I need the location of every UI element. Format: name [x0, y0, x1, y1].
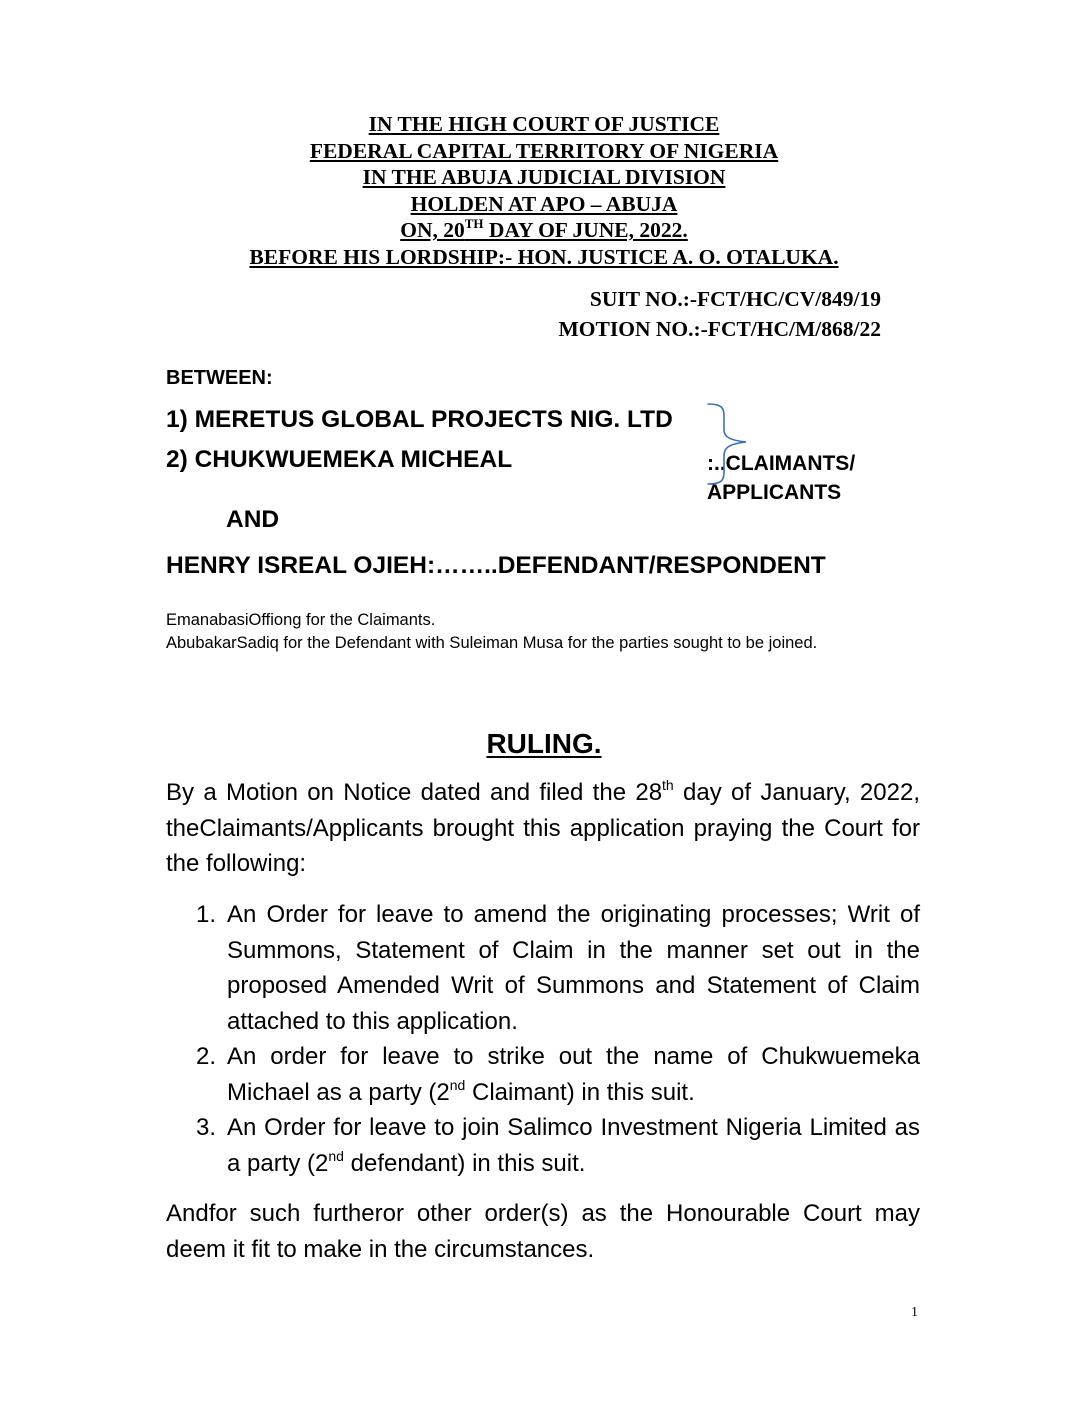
list-item	[166, 1110, 920, 1181]
list-item-text	[227, 1043, 920, 1106]
list-item-text	[227, 1114, 920, 1177]
list-item-text-post: defendant) in this suit.	[343, 1149, 586, 1177]
suit-number: SUIT NO.:-FCT/HC/CV/849/19	[589, 287, 881, 311]
presiding-judge: BEFORE HIS LORDSHIP:- HON. JUSTICE A. O. OTALUKA.	[249, 244, 839, 269]
defendant: HENRY ISREAL OJIEH:……..DEFENDANT/RESPONDENT	[166, 552, 826, 579]
list-item-text-pre: An Order for leave to join Salimco Investment Nigeria Limited as a party (2	[227, 1114, 920, 1177]
ruling-date-suffix: TH	[464, 216, 484, 231]
closing-paragraph: Andfor such furtheror other order(s) as the Honourable Court may deem it fit to make in the circumstances.	[166, 1200, 920, 1263]
curly-bracket-icon	[700, 400, 760, 500]
and-label: AND	[226, 506, 280, 533]
intro-pre: By a Motion on Notice dated and filed the 28	[166, 779, 663, 806]
judicial-division: IN THE ABUJA JUDICIAL DIVISION	[362, 165, 726, 189]
list-item-number: 1.	[196, 901, 217, 928]
list-item	[166, 1039, 920, 1110]
counsel-appearances	[166, 609, 920, 655]
ruling-intro	[166, 775, 920, 882]
between-label: BETWEEN:	[166, 367, 273, 389]
list-item-suffix: nd	[449, 1076, 466, 1093]
territory: FEDERAL CAPITAL TERRITORY OF NIGERIA	[309, 138, 779, 163]
suit-numbers	[559, 284, 881, 344]
list-item-number: 3.	[196, 1114, 217, 1141]
ruling-title: RULING.	[486, 728, 602, 759]
claimants-role-line2: APPLICANTS	[707, 481, 842, 504]
claimant-1: 1) MERETUS GLOBAL PROJECTS NIG. LTD	[166, 406, 673, 433]
ruling-date	[0, 217, 1088, 244]
defendant-counsel: AbubakarSadiq for the Defendant with Suleiman Musa for the parties sought to be joined.	[166, 634, 818, 652]
claimant-2: 2) CHUKWUEMEKA MICHEAL	[166, 446, 513, 473]
page-number: 1	[911, 1305, 918, 1320]
claimant-counsel: EmanabasiOffiong for the Claimants.	[166, 611, 436, 629]
intro-suffix: th	[662, 777, 674, 793]
court-name: IN THE HIGH COURT OF JUSTICE	[368, 112, 720, 136]
list-item	[166, 897, 920, 1039]
list-item-suffix: nd	[328, 1147, 344, 1164]
ruling-date-post: DAY OF JUNE, 2022.	[483, 218, 688, 242]
list-item-text-pre: An order for leave to strike out the name of Chukwuemeka Michael as a party (2	[227, 1043, 920, 1106]
prayers-list	[166, 897, 920, 1181]
claimants-role-line1: :..CLAIMANTS/	[707, 452, 856, 475]
intro-post: day of January, 2022, theClaimants/Applicants brought this application praying the Court for the following:	[166, 779, 920, 877]
holden-at: HOLDEN AT APO – ABUJA	[410, 191, 678, 216]
list-item-text: An Order for leave to amend the originating processes; Writ of Summons, Statement of Claim in the manner set out in the proposed Amended Writ of Summons and Statement of Claim attached to this application.	[227, 901, 920, 1035]
ruling-date-pre: ON, 20	[400, 218, 465, 242]
motion-number: MOTION NO.:-FCT/HC/M/868/22	[558, 317, 881, 341]
list-item-text-post: Claimant) in this suit.	[465, 1078, 695, 1106]
list-item-number: 2.	[196, 1043, 217, 1070]
court-header	[0, 111, 1088, 270]
